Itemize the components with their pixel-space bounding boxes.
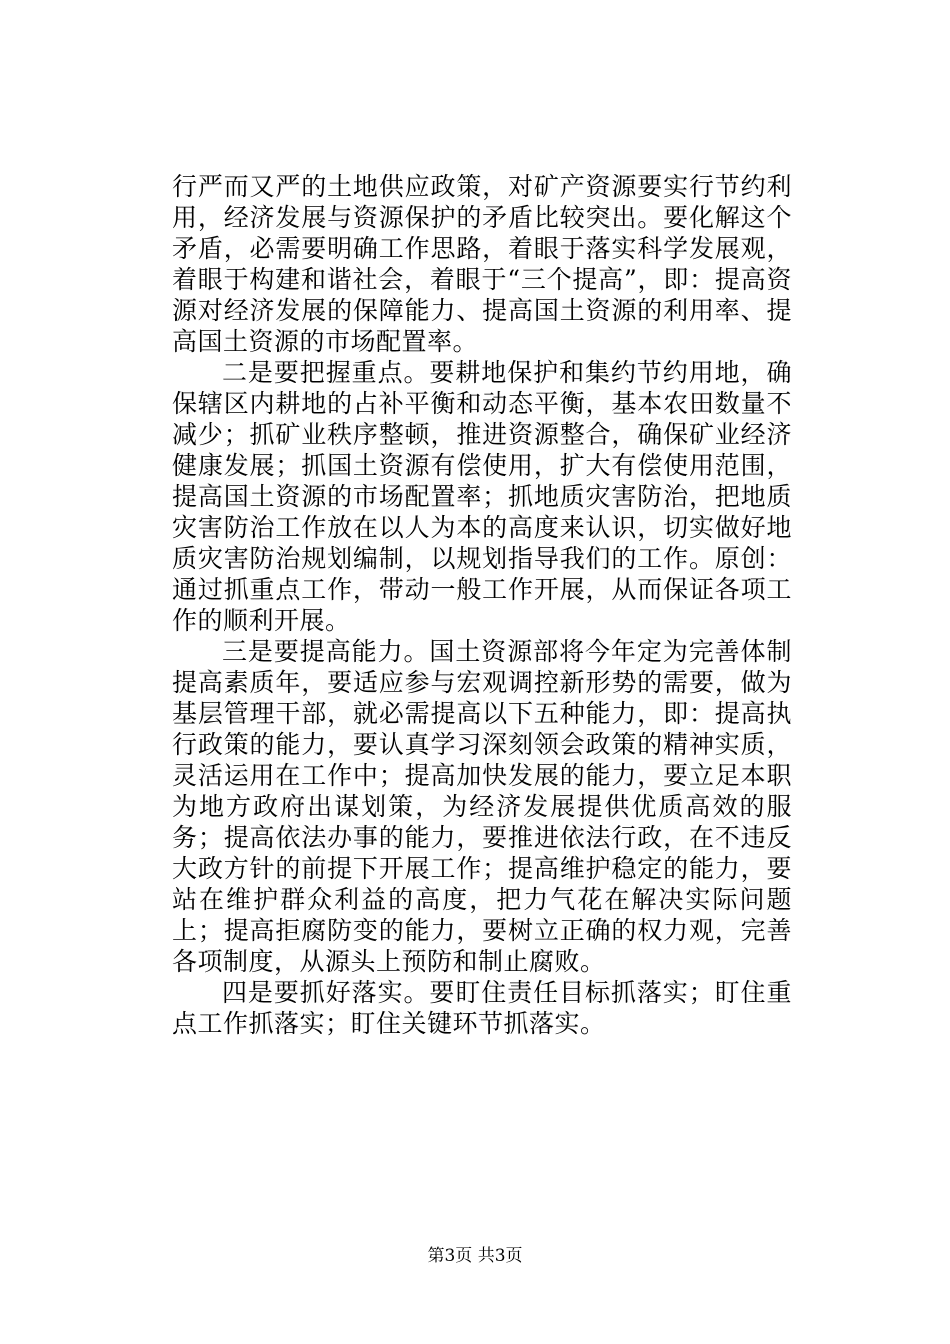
paragraph-improve-abilities: 三是要提高能力。国土资源部将今年定为完善体制提高素质年，要适应参与宏观调控新形势的需要，做为基层管理干部，就必需提高以下五种能力，即：提高执行政策的能力，要认真学习深刻领会政策的精神实质，灵活运用在工作中；提高加快发展的能力，要立足本职为地方政府出谋划策，为经济发展提供优质高效的服务；提高依法办事的能力，要推进依法行政，在不违反大政方针的前提下开展工作；提高维护稳定的能力，要站在维护群众利益的高度，把力气花在解决实际问题上；提高拒腐防变的能力，要树立正确的权力观，完善各项制度，从源头上预防和制止腐败。 [172, 637, 792, 976]
page-number-footer: 第3页 共3页 [427, 1246, 523, 1266]
paragraph-grasp-key-points: 二是要把握重点。要耕地保护和集约节约用地，确保辖区内耕地的占补平衡和动态平衡，基本农田数量不减少；抓矿业秩序整顿，推进资源整合，确保矿业经济健康发展；抓国土资源有偿使用，扩大有偿使用范围，提高国土资源的市场配置率；抓地质灾害防治，把地质灾害防治工作放在以人为本的高度来认识，切实做好地质灾害防治规划编制，以规划指导我们的工作。原创：通过抓重点工作，带动一般工作开展，从而保证各项工作的顺利开展。 [172, 358, 792, 635]
document-body [172, 171, 792, 1039]
paragraph-implementation: 四是要抓好落实。要盯住责任目标抓落实；盯住重点工作抓落实；盯住关键环节抓落实。 [172, 978, 792, 1038]
paragraph-continuation: 行严而又严的土地供应政策，对矿产资源要实行节约利用，经济发展与资源保护的矛盾比较突出。要化解这个矛盾，必需要明确工作思路，着眼于落实科学发展观，着眼于构建和谐社会，着眼于“三个提高”，即：提高资源对经济发展的保障能力、提高国土资源的利用率、提高国土资源的市场配置率。 [172, 172, 792, 356]
